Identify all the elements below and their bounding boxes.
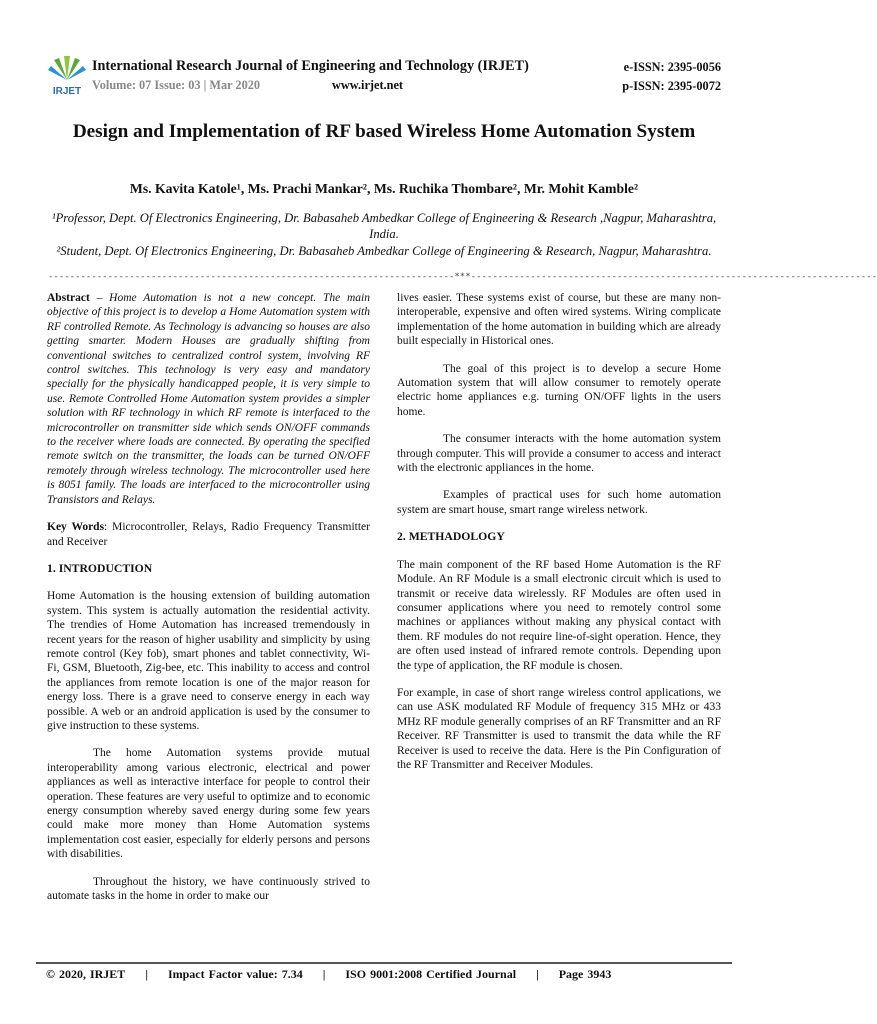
abstract-dash: – [89, 292, 110, 304]
paper-title: Design and Implementation of RF based Wireless Home Automation System [72, 121, 696, 142]
affiliation-2: ²Student, Dept. Of Electronics Engineering, Dr. Babasaheb Ambedkar College of Engineering & Research, Nagpur, Maharashtra. [56, 244, 712, 258]
journal-name: International Research Journal of Engineering and Technology (IRJET) [92, 58, 529, 74]
footer-separator: | [322, 967, 326, 981]
right-column [397, 291, 721, 772]
pissn: p-ISSN: 2395-0072 [622, 79, 721, 93]
methodology-paragraph-2: For example, in case of short range wireless control applications, we can use ASK modulated RF Module of frequency 315 MHz or 433 MHz RF module generally comprises of an RF Transmitter and an RF Receiver. RF Transmitter is used to transmit the data while the RF Receiver is used to receive the data. Here is the Pin Configuration of the RF Transmitter and Receiver Modules. [397, 686, 721, 771]
irjet-logo-icon [44, 50, 90, 96]
keywords-text: : Microcontroller, Relays, Radio Frequency Transmitter and Receiver [47, 521, 370, 548]
journal-url[interactable]: www.irjet.net [332, 78, 404, 92]
author-list: Ms. Kavita Katole¹, Ms. Prachi Mankar², Ms. Ruchika Thombare², Mr. Mohit Kamble² [129, 181, 639, 196]
abstract-text: Home Automation is not a new concept. The main objective of this project is to develop a Home Automation system with RF controlled Remote. As Technology is advancing so houses are also getting smarter. Modern Houses are gradually shifting from conventional switches to centralized control system, involving RF control switches. This technology is very easy and mandatory specially for the physically handicapped people, it is very simple to use. Remote Controlled Home Automation system provides a simpler solution with RF technology in which RF remote is interfaced to the microcontroller on transmitter side which sends ON/OFF commands to the receiver where loads are connected. By operating the specified remote switch on the transmitter, the loads can be turned ON/OFF remotely through wireless technology. The microcontroller used here is 8051 family. The loads are interfaced to the microcontroller using Transistors and Relays. [47, 292, 371, 506]
keywords-label: Key Words [47, 521, 105, 534]
intro-paragraph-1: Home Automation is the housing extension of building automation system. This system is actually automation the residential activity. The trendies of Home Automation has increased tremendously in recent years for the reason of higher usability and simplicity by using remote control (Key fob), smart phones and tablet connectivity, Wi-Fi, GSM, Bluetooth, Zig-bee, etc. This inability to access and control the appliances from remote location is one of the major reason for energy loss. There is a grave need to conserve energy in each way possible. A web or an android application is used by the consumer to give instruction to these systems. [47, 590, 370, 732]
divider-mark: *** [454, 272, 471, 282]
footer-copyright: © 2020, IRJET [46, 967, 126, 981]
footer-impact-factor: Impact Factor value: 7.34 [167, 967, 303, 981]
footer-separator: | [145, 967, 148, 981]
footer-separator: | [536, 967, 539, 981]
footer-iso: ISO 9001:2008 Certified Journal [345, 967, 517, 981]
methodology-heading: 2. METHADOLOGY [397, 530, 505, 544]
logo-text: IRJET [52, 86, 82, 97]
abstract-label: Abstract [47, 292, 90, 304]
section-divider: ---------------------------------------------------------------------------***--------------------------------------------------------------------------- [48, 272, 877, 282]
eissn: e-ISSN: 2395-0056 [623, 60, 721, 74]
goal-paragraph: The goal of this project is to develop a secure Home Automation system that will allow consumer to remotely operate electric home appliances e.g. turning ON/OFF lights in the users home. [397, 362, 721, 418]
intro-paragraph-2: The home Automation systems provide mutual interoperability among various electronic, electrical and power appliances as well as interactive interface for people to control their operation. These features are very useful to optimize and to economic energy consumption whereby saved energy during some few years could make more money than Home Automation systems implementation cost easier, especially for elderly persons and persons with disabilities. [47, 747, 370, 861]
page-footer [46, 967, 611, 982]
footer-rule [36, 962, 732, 964]
volume-issue: Volume: 07 Issue: 03 | Mar 2020 [92, 78, 261, 92]
intro-heading: 1. INTRODUCTION [47, 561, 153, 575]
methodology-paragraph-1: The main component of the RF based Home Automation is the RF Module. An RF Module is a small electronic circuit which is used to transmit or receive data wirelessly. RF Modules are often used in consumer applications where you need to remotely control some machines or appliances without making any physical contact with them. RF modules do not require line-of-sight operation. Hence, they are often used instead of infrared remote controls. Depending upon the type of application, the RF module is chosen. [397, 558, 721, 672]
consumer-paragraph: The consumer interacts with the home automation system through computer. This will provide a consumer to access and interact with the electronic appliances in the home. [397, 433, 721, 475]
intro-continued: lives easier. These systems exist of course, but these are many non-interoperable, expensive and often wired systems. Wiring complicate implementation of the home automation in building which are already built especially in Historical ones. [397, 292, 721, 348]
left-column [47, 291, 370, 903]
intro-paragraph-3: Throughout the history, we have continuously strived to automate tasks in the home in order to make our [47, 875, 370, 903]
footer-page-number: Page 3943 [558, 967, 612, 981]
abstract [47, 291, 370, 507]
irjet-logo [44, 50, 90, 96]
affiliation-1: ¹Professor, Dept. Of Electronics Engineering, Dr. Babasaheb Ambedkar College of Engineering & Research ,Nagpur, Maharashtra, India. [51, 211, 717, 241]
keywords [47, 520, 370, 549]
examples-paragraph: Examples of practical uses for such home automation system are smart house, smart range wireless network. [397, 489, 721, 516]
